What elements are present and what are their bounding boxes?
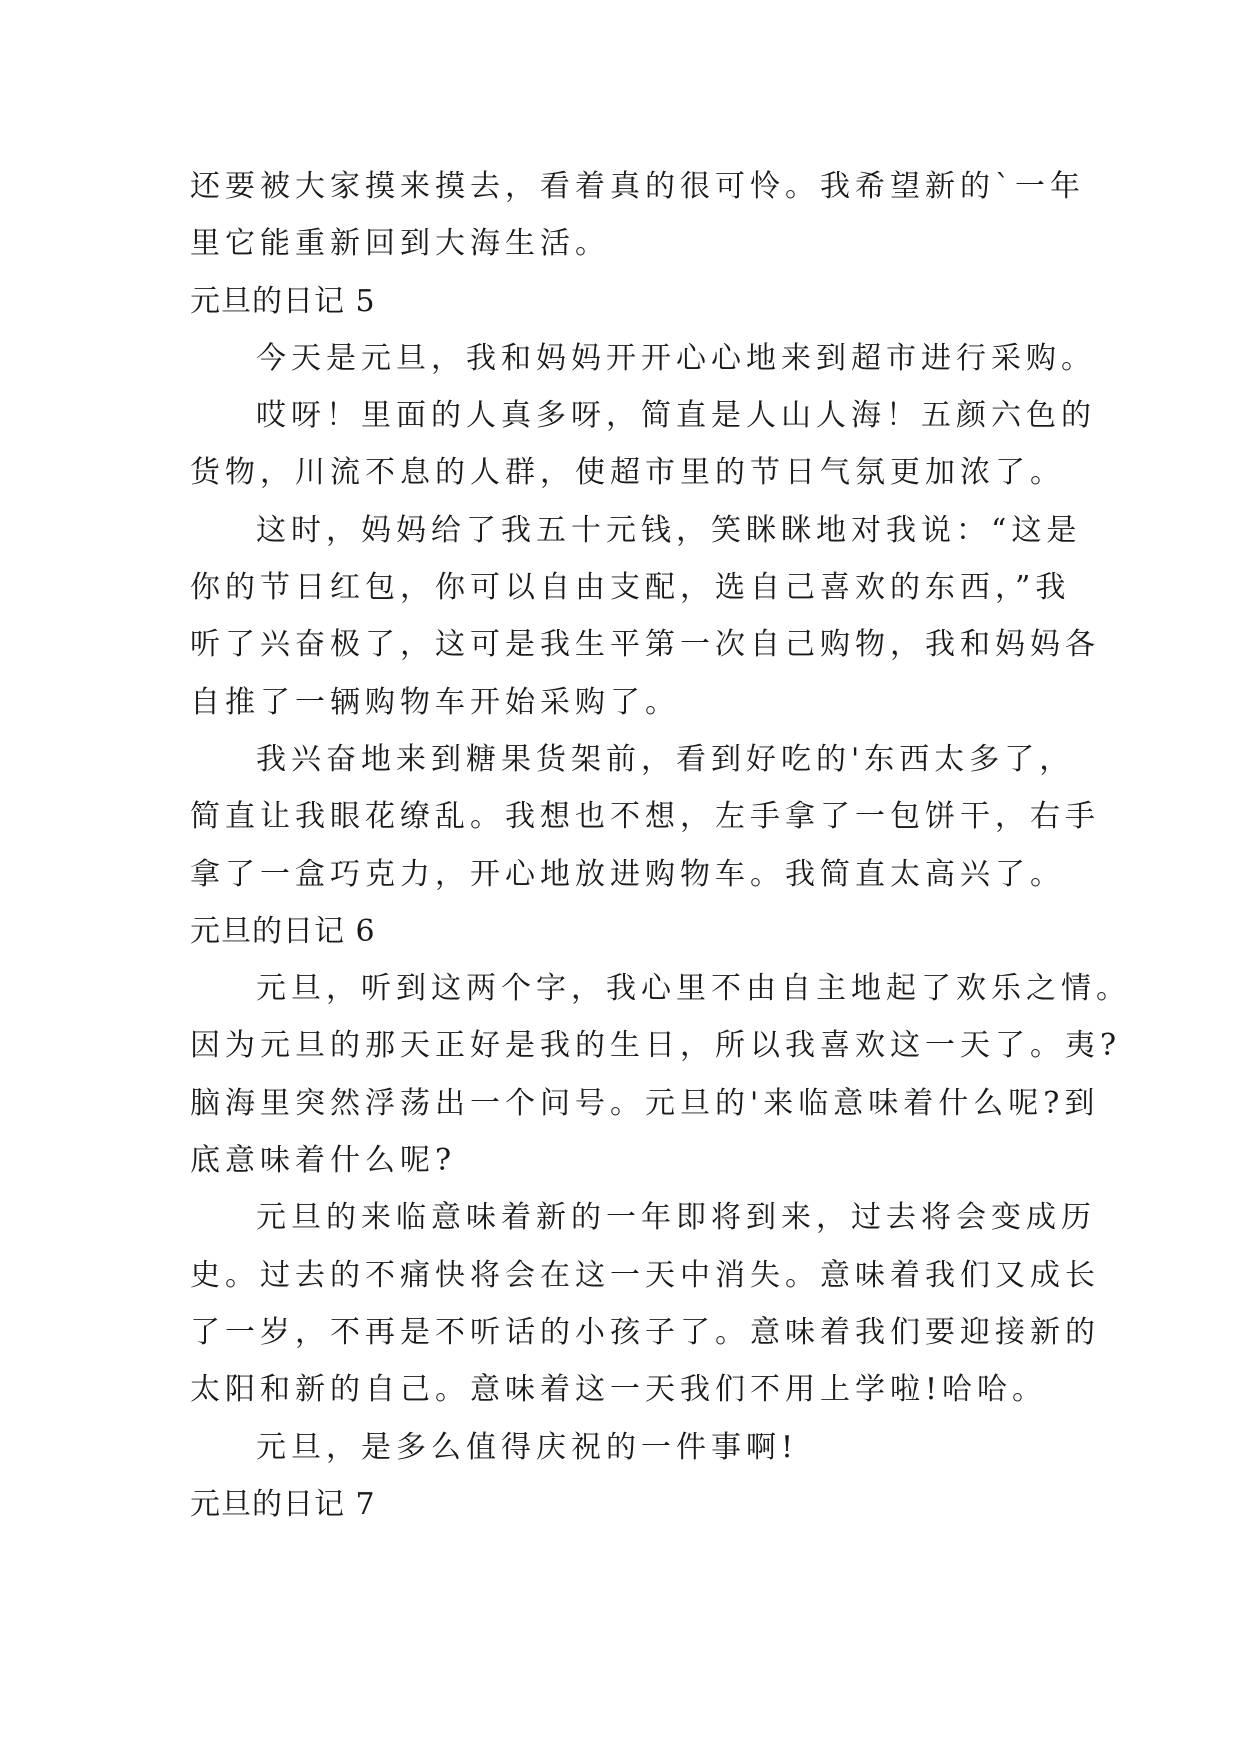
paragraph-line: 脑海里突然浮荡出一个问号。元旦的'来临意味着什么呢?到 bbox=[190, 1085, 1100, 1121]
paragraph-line: 了一岁，不再是不听话的小孩子了。意味着我们要迎接新的 bbox=[190, 1314, 1100, 1350]
paragraph-line: 听了兴奋极了，这可是我生平第一次自己购物，我和妈妈各 bbox=[190, 627, 1100, 663]
section-heading-7: 元旦的日记 7 bbox=[190, 1486, 376, 1522]
paragraph-line: 哎呀！里面的人真多呀，简直是人山人海！五颜六色的 bbox=[256, 398, 1096, 434]
document-page bbox=[190, 158, 1131, 1533]
paragraph-line: 你的节日红包，你可以自由支配，选自己喜欢的东西，”我 bbox=[190, 570, 1071, 606]
paragraph-line: 太阳和新的自己。意味着这一天我们不用上学啦!哈哈。 bbox=[190, 1372, 1048, 1408]
section-heading-5: 元旦的日记 5 bbox=[190, 283, 376, 319]
paragraph-line: 元旦，听到这两个字，我心里不由自主地起了欢乐之情。 bbox=[256, 971, 1131, 1007]
paragraph-line: 简直让我眼花缭乱。我想也不想，左手拿了一包饼干，右手 bbox=[190, 799, 1100, 835]
paragraph-line: 拿了一盒巧克力，开心地放进购物车。我简直太高兴了。 bbox=[190, 856, 1065, 892]
paragraph-line: 元旦的来临意味着新的一年即将到来，过去将会变成历 bbox=[256, 1200, 1096, 1236]
paragraph-line: 今天是元旦，我和妈妈开开心心地来到超市进行采购。 bbox=[256, 340, 1096, 376]
paragraph-line: 底意味着什么呢? bbox=[190, 1143, 457, 1179]
paragraph-line: 元旦，是多么值得庆祝的一件事啊! bbox=[256, 1429, 799, 1465]
section-heading-6: 元旦的日记 6 bbox=[190, 913, 376, 949]
paragraph-line: 自推了一辆购物车开始采购了。 bbox=[190, 684, 680, 720]
paragraph-line: 货物，川流不息的人群，使超市里的节日气氛更加浓了。 bbox=[190, 455, 1065, 491]
paragraph-line: 史。过去的不痛快将会在这一天中消失。意味着我们又成长 bbox=[190, 1257, 1100, 1293]
paragraph-line: 还要被大家摸来摸去，看着真的很可怜。我希望新的`一年 bbox=[190, 169, 1085, 204]
paragraph-line: 里它能重新回到大海生活。 bbox=[190, 226, 610, 262]
paragraph-line: 因为元旦的那天正好是我的生日，所以我喜欢这一天了。夷? bbox=[190, 1028, 1122, 1064]
paragraph-line: 我兴奋地来到糖果货架前，看到好吃的'东西太多了， bbox=[256, 741, 1075, 777]
paragraph-line: 这时，妈妈给了我五十元钱，笑眯眯地对我说：“这是 bbox=[256, 512, 1082, 548]
